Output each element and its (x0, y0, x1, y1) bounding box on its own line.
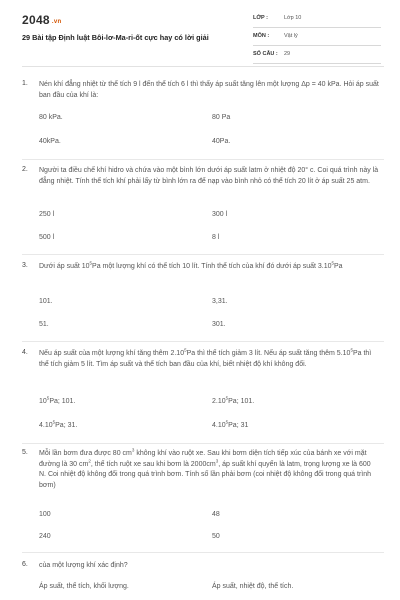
question-divider (22, 341, 384, 342)
answer-text: 3,31. (212, 298, 228, 305)
answer-text: 100 (39, 511, 51, 518)
superscript: 5 (225, 419, 229, 425)
text-part: không khí vào ruột xe. Sau khi bơm diện tích tiếp xúc của bánh xe với mặt đường là 30 cm (39, 450, 367, 468)
document-title: 29 Bài tập Định luật Bôi-lơ-Ma-ri-ốt cực hay có lời giải (22, 33, 209, 42)
answer-text: 80 kPa. (39, 114, 63, 121)
question-divider (22, 552, 384, 553)
answer-text: 50 (212, 533, 220, 540)
header-divider (22, 66, 384, 67)
superscript: 5 (89, 260, 93, 266)
question-number: 2. (22, 166, 28, 173)
superscript: 5 (331, 260, 335, 266)
superscript: 5 (350, 347, 353, 353)
answer-text: 300 l (212, 211, 228, 218)
meta-row-grade (253, 13, 381, 28)
answer-option-a[interactable] (39, 395, 76, 405)
answer-text: Pa; 31 (228, 422, 249, 429)
question-text (39, 349, 379, 370)
answer-text: 240 (39, 533, 51, 540)
answer-option-c[interactable] (39, 234, 54, 241)
site-logo[interactable] (22, 13, 61, 27)
text-part: Pa một lượng khí có thể tích 10 lít. Tính thể tích của khí đó dưới áp suất 3.10 (92, 263, 332, 270)
text-part: Nếu áp suất của một lượng khí tăng thêm 2.10 (39, 350, 185, 357)
answer-text: 101. (39, 298, 53, 305)
logo-suffix: .vn (51, 19, 62, 25)
answer-text: 2.10 (212, 398, 226, 405)
superscript: 5 (225, 395, 229, 401)
answer-text: 40Pa. (212, 138, 231, 145)
question-divider (22, 254, 384, 255)
header (0, 0, 400, 66)
answer-text: Áp suất, nhiệt độ, thể tích. (212, 583, 294, 590)
answer-text: 301. (212, 321, 226, 328)
superscript: 5 (46, 395, 50, 401)
answer-text: Pa; 101. (228, 398, 255, 405)
meta-row-count (253, 49, 381, 64)
answer-option-d[interactable] (212, 321, 226, 328)
text-part: Dưới áp suất 10 (39, 263, 90, 270)
question-number: 6. (22, 561, 28, 568)
question-divider (22, 443, 384, 444)
text-part: Pa thì thể tích giảm 3 lít. Nếu áp suất tăng thêm 5.10 (186, 350, 351, 357)
answer-option-c[interactable] (39, 419, 78, 429)
answer-option-a[interactable] (39, 211, 54, 218)
superscript: 3 (215, 458, 219, 464)
question-text (39, 166, 379, 187)
question-divider (22, 159, 384, 160)
question-number: 4. (22, 349, 28, 356)
question-number: 3. (22, 262, 28, 269)
answer-option-c[interactable] (39, 138, 61, 145)
answer-option-a[interactable] (39, 583, 129, 590)
meta-value: 29 (284, 51, 291, 57)
meta-value: Lớp 10 (284, 15, 302, 21)
text-part: Người ta điều chế khí hidro và chứa vào một bình lớn dưới áp suất latm ở nhiệt độ 20° c. Coi quá trình này là đẳng nhiệt. Tính thể tích khí phải lấy từ bình lớn ra để nạp vào bình nhỏ có thể tích 20 lít ở áp suất 25 atm. (39, 167, 379, 185)
answer-option-d[interactable] (212, 533, 220, 540)
meta-label: MÔN : (253, 33, 270, 39)
answer-option-c[interactable] (39, 321, 49, 328)
meta-value: Vật lý (284, 33, 298, 39)
superscript: 2 (88, 458, 91, 464)
text-part: của một lượng khí xác định? (39, 562, 128, 569)
answer-text: 40kPa. (39, 138, 61, 145)
text-part: Pa (334, 263, 343, 270)
question-number: 1. (22, 80, 28, 87)
answer-option-b[interactable] (212, 114, 230, 121)
answer-text: 10 (39, 398, 47, 405)
answer-text: 80 Pa (212, 114, 231, 121)
text-part: Pa thì thể tích giảm 5 lít. Tìm áp suất và thể tích ban đầu của khí, biết nhiệt độ khí không đổi. (39, 350, 372, 368)
answer-text: 4.10 (39, 422, 53, 429)
answer-option-d[interactable] (212, 419, 249, 429)
answer-text: Pa; 101. (49, 398, 76, 405)
question-text (39, 561, 379, 572)
answer-text: 500 l (39, 234, 55, 241)
answer-text: 51. (39, 321, 49, 328)
answer-option-b[interactable] (212, 511, 220, 518)
meta-label: SỐ CÂU : (253, 51, 278, 57)
text-part: Mỗi lần bơm đưa được 80 cm (39, 450, 132, 457)
meta-row-subject (253, 31, 381, 46)
answer-text: 48 (212, 511, 220, 518)
answer-option-b[interactable] (212, 583, 293, 590)
meta-table (253, 13, 381, 58)
answer-text: 4.10 (212, 422, 226, 429)
text-part: , thể tích ruột xe sau khi bơm là 2000cm (90, 460, 216, 468)
superscript: 5 (52, 419, 56, 425)
answer-option-b[interactable] (212, 211, 227, 218)
text-part: , áp suất khí quyển là latm, trọng lượng xe là 600 N. Coi nhiệt độ không đổi trong quá trình bơm. Tính số lần phải bơm (coi nhiệt độ không đổi trong quá trình bơm) (39, 460, 372, 489)
answer-option-d[interactable] (212, 138, 230, 145)
text-part: Nén khí đẳng nhiệt từ thể tích 9 l đến thể tích 6 l thì thấy áp suất tăng lên một lượng Δp = 40 kPa. Hỏi áp suất ban đầu của khí là: (39, 81, 379, 99)
question-text (39, 80, 379, 101)
answer-text: 8 l (212, 234, 220, 241)
superscript: 3 (131, 447, 135, 453)
question-text (39, 449, 379, 491)
answer-option-d[interactable] (212, 234, 219, 241)
answer-text: Pa; 31. (55, 422, 78, 429)
answer-option-a[interactable] (39, 298, 53, 305)
superscript: 5 (184, 347, 187, 353)
answer-text: 250 l (39, 211, 55, 218)
answer-option-a[interactable] (39, 114, 63, 121)
answer-option-b[interactable] (212, 298, 228, 305)
answer-option-c[interactable] (39, 533, 51, 540)
answer-option-b[interactable] (212, 395, 255, 405)
logo-text: 2048 (22, 13, 50, 27)
answer-text: Áp suất, thể tích, khối lượng. (39, 583, 129, 590)
question-number: 5. (22, 449, 28, 456)
question-text (39, 262, 379, 273)
meta-label: LỚP : (253, 15, 268, 21)
answer-option-a[interactable] (39, 511, 51, 518)
